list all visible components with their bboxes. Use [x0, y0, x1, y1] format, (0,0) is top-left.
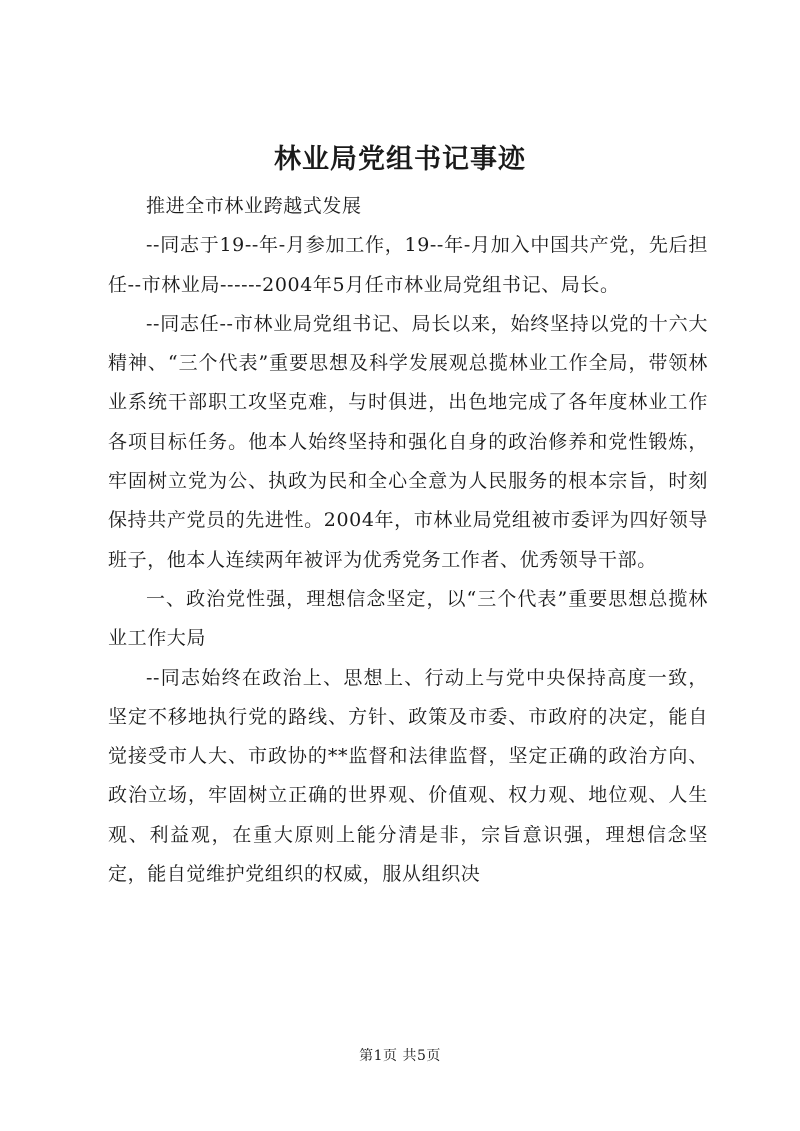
- paragraph-summary: --同志任--市林业局党组书记、局长以来，始终坚持以党的十六大精神、“三个代表”重要思想及科学发展观总揽林业工作全局，带领林业系统干部职工攻坚克难，与时俱进，出色地完成了各年度林业工作各项目标任务。他本人始终坚持和强化自身的政治修养和党性锻炼，牢固树立党为公、执政为民和全心全意为人民服务的根本宗旨，时刻保持共产党员的先进性。2004年，市林业局党组被市委评为四好领导班子，他本人连续两年被评为优秀党务工作者、优秀领导干部。: [108, 312, 708, 571]
- document-body: [108, 187, 708, 894]
- paragraph-political: --同志始终在政治上、思想上、行动上与党中央保持高度一致，坚定不移地执行党的路线、方针、政策及市委、市政府的决定，能自觉接受市人大、市政协的**监督和法律监督，坚定正确的政治方向、政治立场，牢固树立正确的世界观、价值观、权力观、地位观、人生观、利益观，在重大原则上能分清是非，宗旨意识强，理想信念坚定，能自觉维护党组织的权威，服从组织决: [108, 666, 708, 886]
- section-heading-1: 一、政治党性强，理想信念坚定，以“三个代表”重要思想总揽林业工作大局: [108, 587, 708, 650]
- document-title: 林业局党组书记事迹: [274, 144, 526, 175]
- paragraph-subtitle: 推进全市林业跨越式发展: [146, 195, 362, 217]
- paragraph-career: --同志于19--年-月参加工作，19--年-月加入中国共产党，先后担任--市林业局------2004年5月任市林业局党组书记、局长。: [108, 234, 708, 296]
- page-number-footer: 第1页 共5页: [359, 1048, 441, 1064]
